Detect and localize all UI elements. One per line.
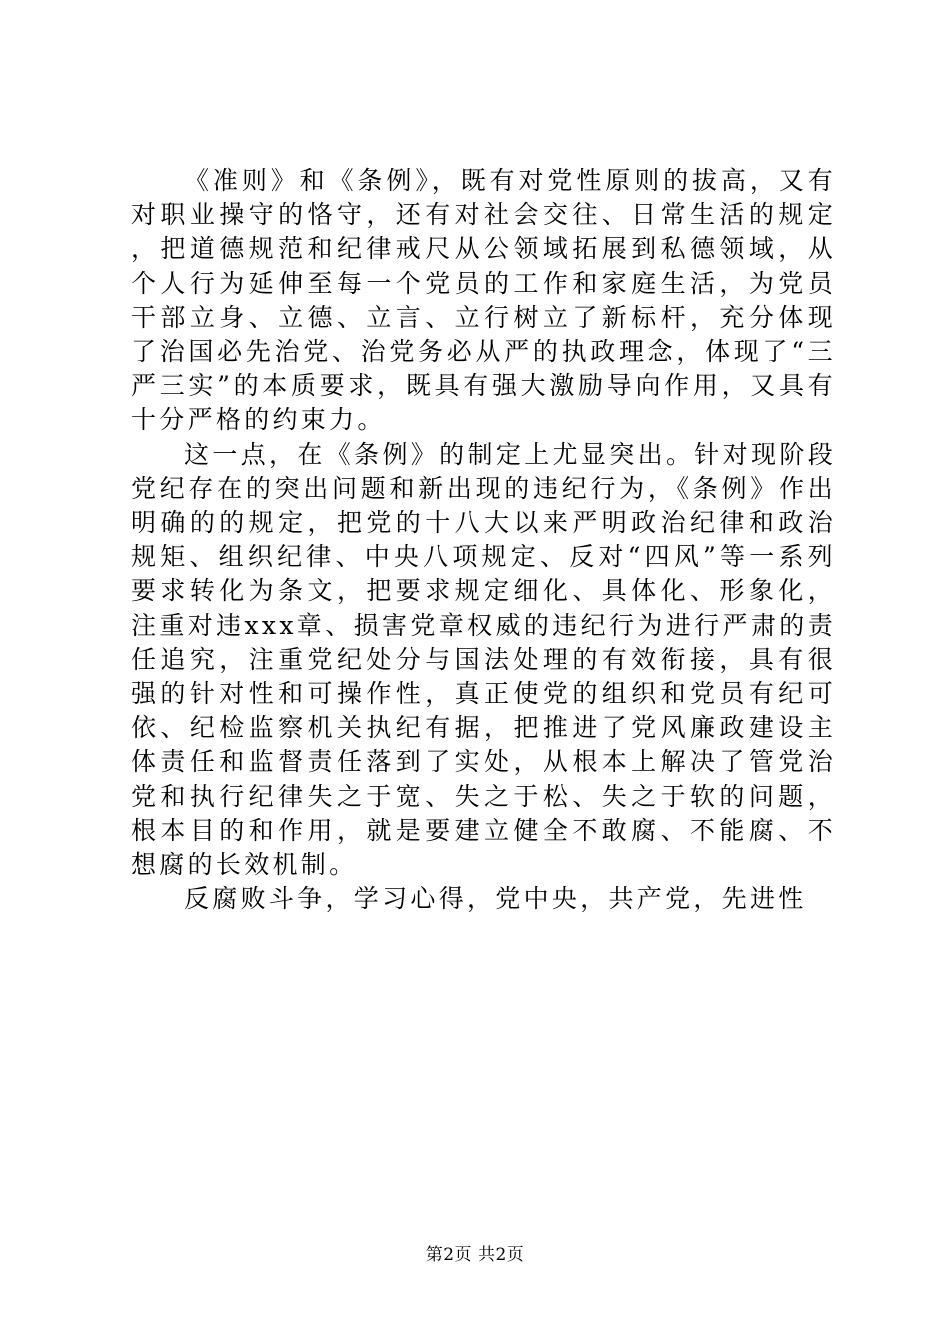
document-body: [131, 164, 836, 916]
paragraph-keywords: 反腐败斗争，学习心得，党中央，共产党，先进性: [184, 884, 807, 914]
page-number-footer: 第2页 共2页: [425, 1245, 525, 1265]
paragraph-regulations-significance: 《准则》和《条例》，既有对党性原则的拔高，又有对职业操守的恪守，还有对社会交往、日常生活的规定，把道德规范和纪律戒尺从公领域拓展到私德领域，从个人行为延伸至每一个党员的工作和家庭生活，为党员干部立身、立德、立言、立行树立了新标杆，充分体现了治国必先治党、治党务必从严的执政理念，体现了“三严三实”的本质要求，既具有强大激励导向作用，又具有十分严格的约束力。: [131, 166, 836, 435]
paragraph-regulations-formulation: 这一点，在《条例》的制定上尤显突出。针对现阶段党纪存在的突出问题和新出现的违纪行为，《条例》作出明确的的规定，把党的十八大以来严明政治纪律和政治规矩、组织纪律、中央八项规定、反对“四风”等一系列要求转化为条文，把要求规定细化、具体化、形象化，注重对违xxx章、损害党章权威的违纪行为进行严肃的责任追究，注重党纪处分与国法处理的有效衔接，具有很强的针对性和可操作性，真正使党的组织和党员有纪可依、纪检监察机关执纪有据，把推进了党风廉政建设主体责任和监督责任落到了实处，从根本上解决了管党治党和执行纪律失之于宽、失之于松、失之于软的问题，根本目的和作用，就是要建立健全不敢腐、不能腐、不想腐的长效机制。: [131, 439, 836, 880]
